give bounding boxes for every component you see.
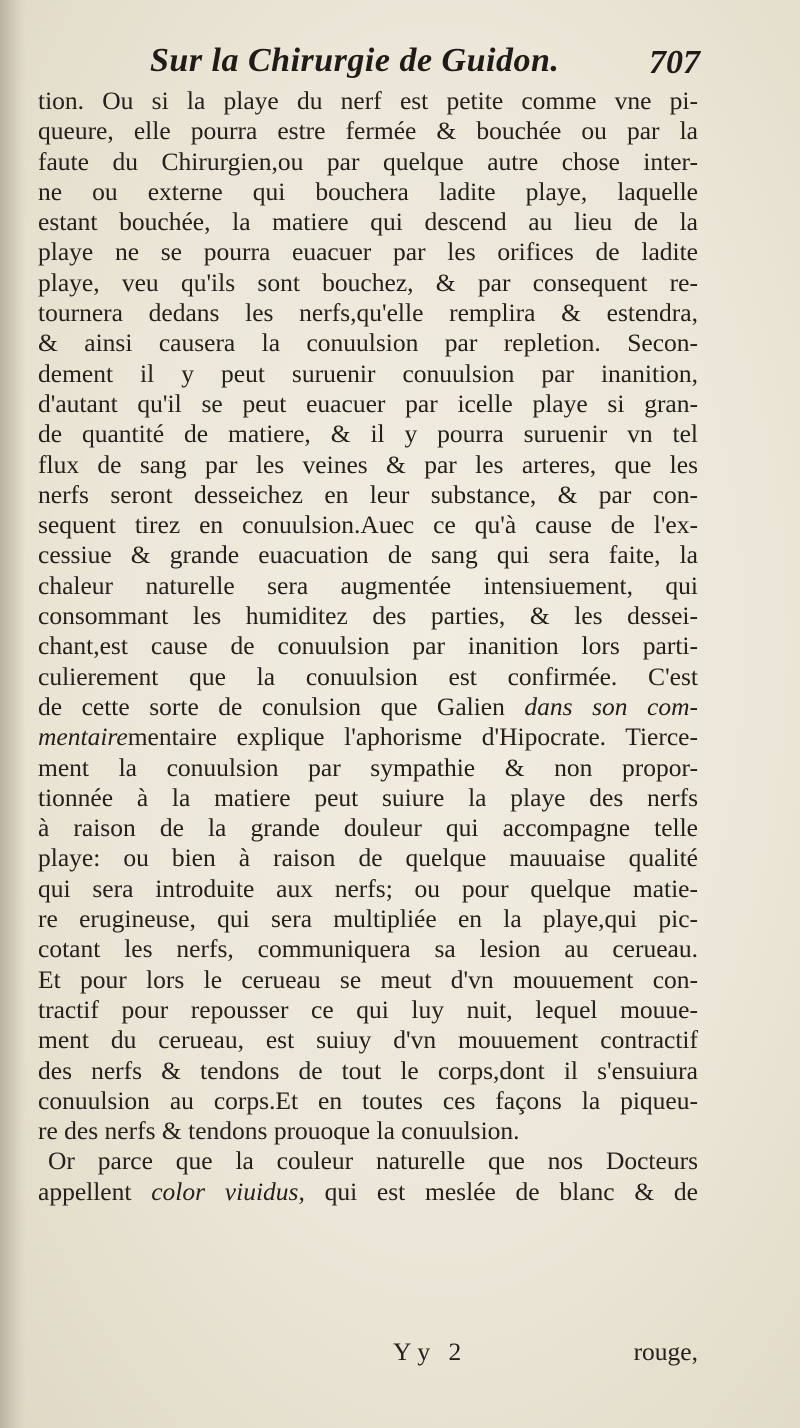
text-line: qui sera introduite aux nerfs; ou pour quelque matie-: [38, 873, 698, 903]
text-line: faute du Chirurgien,ou par quelque autre chose inter-: [38, 146, 698, 176]
text-line-with-italic: [38, 722, 698, 752]
text-line: sequent tirez en conuulsion.Auec ce qu'à cause de l'ex-: [38, 510, 698, 540]
body-text: [38, 86, 698, 1207]
text-line: cessiue & grande euacuation de sang qui sera faite, la: [38, 540, 698, 570]
text-line: Or parce que la couleur naturelle que nos Docteurs: [48, 1146, 698, 1176]
text-line-with-italic: [38, 1177, 698, 1207]
text-line: culierement que la conuulsion est confirmée. C'est: [38, 661, 698, 691]
text-line: d'autant qu'il se peut euacuer par icelle playe si gran-: [38, 388, 698, 418]
text-line: tractif pour repousser ce qui luy nuit, lequel mouue-: [38, 994, 698, 1024]
text-line: playe, veu qu'ils sont bouchez, & par consequent re-: [38, 267, 698, 297]
catchword: rouge,: [633, 1337, 698, 1366]
text-line: de quantité de matiere, & il y pourra suruenir vn tel: [38, 419, 698, 449]
text-line: re des nerfs & tendons prouoque la conuulsion.: [38, 1116, 520, 1146]
text-line: chant,est cause de conuulsion par inanition lors parti-: [38, 631, 698, 661]
text-line: à raison de la grande douleur qui accompagne telle: [38, 813, 698, 843]
italic-phrase: mentaire: [38, 722, 128, 752]
text-segment: de cette sorte de conulsion que Galien: [38, 691, 525, 721]
running-head: [140, 40, 700, 90]
text-line: tournera dedans les nerfs,qu'elle remplira & estendra,: [38, 298, 698, 328]
text-line: playe ne se pourra euacuer par les orifices de ladite: [38, 237, 698, 267]
text-line: tionnée à la matiere peut suiure la playe des nerfs: [38, 782, 698, 812]
text-line: dement il y peut suruenir conuulsion par inanition,: [38, 358, 698, 388]
text-line: queure, elle pourra estre fermée & bouchée ou par la: [38, 116, 698, 146]
text-line: consommant les humiditez des parties, & les dessei-: [38, 601, 698, 631]
text-line: ne ou externe qui bouchera ladite playe, laquelle: [38, 176, 698, 206]
text-line: ment du cerueau, est suiuy d'vn mouuement contractif: [38, 1025, 698, 1055]
signature-mark: Yy 2: [393, 1337, 468, 1366]
text-line: cotant les nerfs, communiquera sa lesion au cerueau.: [38, 934, 698, 964]
page-number: 707: [649, 44, 700, 81]
italic-latin-term: color viuidus,: [151, 1176, 305, 1206]
text-line: estant bouchée, la matiere qui descend au lieu de la: [38, 207, 698, 237]
text-segment: qui est meslée de blanc & de: [304, 1176, 698, 1206]
text-line: chaleur naturelle sera augmentée intensiuement, qui: [38, 570, 698, 600]
page-footer: [38, 1337, 698, 1369]
text-line-with-italic: [38, 692, 698, 722]
text-line: tion. Ou si la playe du nerf est petite comme vne pi-: [38, 86, 698, 115]
text-line: flux de sang par les veines & par les arteres, que les: [38, 449, 698, 479]
page-gutter-shadow: [0, 0, 26, 1428]
text-line: playe: ou bien à raison de quelque mauuaise qualité: [38, 843, 698, 873]
running-title: Sur la Chirurgie de Guidon.: [150, 42, 560, 79]
text-line: ment la conuulsion par sympathie & non propor-: [38, 752, 698, 782]
text-line: Et pour lors le cerueau se meut d'vn mouuement con-: [38, 964, 698, 994]
text-line: & ainsi causera la conuulsion par repletion. Secon-: [38, 328, 698, 358]
text-segment: mentaire explique l'aphorisme d'Hipocrate. Tierce-: [127, 722, 698, 752]
text-segment: appellent: [38, 1176, 152, 1206]
text-line: conuulsion au corps.Et en toutes ces façons la piqueu-: [38, 1085, 698, 1115]
text-line: nerfs seront desseichez en leur substance, & par con-: [38, 479, 698, 509]
text-line: des nerfs & tendons de tout le corps,dont il s'ensuiura: [38, 1055, 698, 1085]
italic-phrase: dans son com-: [524, 691, 698, 721]
text-line: re erugineuse, qui sera multipliée en la playe,qui pic-: [38, 904, 698, 934]
